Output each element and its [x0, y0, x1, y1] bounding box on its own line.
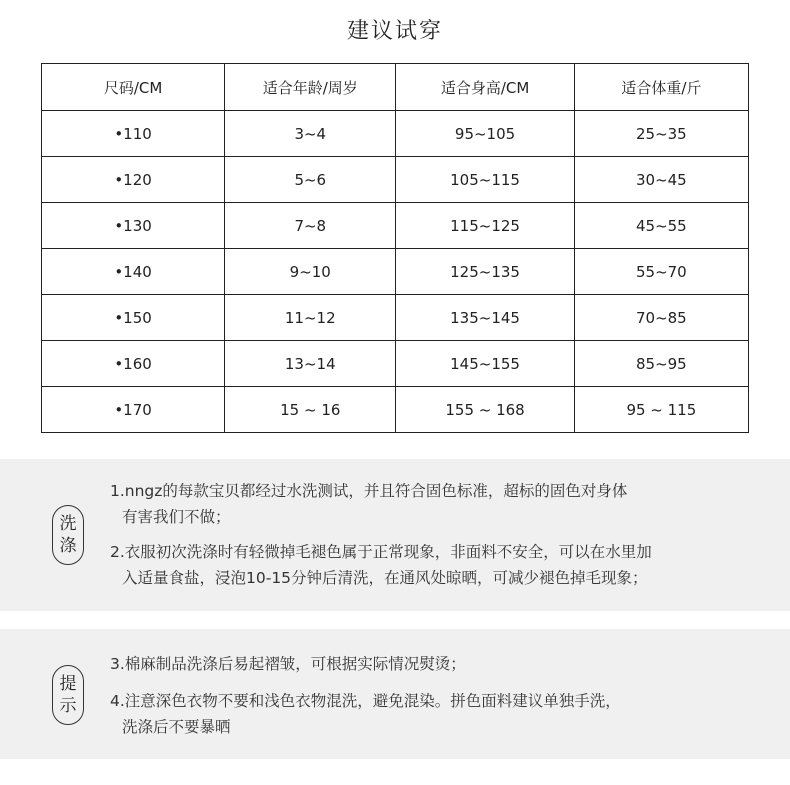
note-line: 4.注意深色衣物不要和浅色衣物混洗，避免混染。拼色面料建议单独手洗， — [110, 692, 621, 710]
cell-weight: 30~45 — [574, 157, 748, 203]
header-height: 适合身高/CM — [396, 64, 574, 111]
table-row — [42, 387, 749, 433]
header-weight: 适合体重/斤 — [574, 64, 748, 111]
cell-size: •120 — [42, 157, 225, 203]
cell-weight: 85~95 — [574, 341, 748, 387]
cell-size: •170 — [42, 387, 225, 433]
table-row — [42, 341, 749, 387]
wash-note-2 — [110, 539, 750, 591]
cell-weight: 95 ~ 115 — [574, 387, 748, 433]
table-row — [42, 111, 749, 157]
wash-note-1 — [110, 478, 750, 530]
cell-height: 125~135 — [396, 249, 574, 295]
tip-notice-panel — [0, 629, 790, 759]
tip-badge-char: 示 — [59, 696, 77, 716]
note-line: 2.衣服初次洗涤时有轻微掉毛褪色属于正常现象，非面料不安全，可以在水里加 — [110, 543, 652, 561]
table-row — [42, 295, 749, 341]
table-header-row — [42, 64, 749, 111]
wash-badge — [52, 505, 84, 565]
cell-size: •110 — [42, 111, 225, 157]
cell-age: 7~8 — [225, 203, 396, 249]
page-title: 建议试穿 — [346, 19, 443, 44]
cell-height: 105~115 — [396, 157, 574, 203]
wash-badge-char: 洗 — [59, 514, 77, 534]
cell-weight: 70~85 — [574, 295, 748, 341]
cell-age: 13~14 — [225, 341, 396, 387]
cell-weight: 45~55 — [574, 203, 748, 249]
cell-height: 115~125 — [396, 203, 574, 249]
table-row — [42, 157, 749, 203]
cell-height: 135~145 — [396, 295, 574, 341]
cell-height: 155 ~ 168 — [396, 387, 574, 433]
header-size: 尺码/CM — [42, 64, 225, 111]
cell-height: 95~105 — [396, 111, 574, 157]
cell-age: 5~6 — [225, 157, 396, 203]
cell-size: •150 — [42, 295, 225, 341]
cell-height: 145~155 — [396, 341, 574, 387]
note-line: 入适量食盐，浸泡10-15分钟后清洗，在通风处晾晒，可减少褪色掉毛现象； — [122, 569, 648, 587]
cell-age: 11~12 — [225, 295, 396, 341]
note-line: 3.棉麻制品洗涤后易起褶皱，可根据实际情况熨烫； — [110, 655, 466, 673]
cell-size: •160 — [42, 341, 225, 387]
wash-notice-panel — [0, 459, 790, 611]
tip-badge — [52, 665, 84, 725]
cell-size: •140 — [42, 249, 225, 295]
note-line: 有害我们不做； — [122, 508, 231, 526]
wash-badge-char: 涤 — [59, 536, 77, 556]
header-age: 适合年龄/周岁 — [225, 64, 396, 111]
table-row — [42, 249, 749, 295]
size-chart-table — [41, 63, 749, 433]
tip-note-4 — [110, 688, 750, 740]
cell-age: 3~4 — [225, 111, 396, 157]
note-line: 洗涤后不要暴晒 — [122, 718, 231, 736]
cell-age: 15 ~ 16 — [225, 387, 396, 433]
cell-size: •130 — [42, 203, 225, 249]
cell-weight: 55~70 — [574, 249, 748, 295]
tip-note-3 — [110, 651, 750, 677]
cell-age: 9~10 — [225, 249, 396, 295]
tip-badge-char: 提 — [59, 674, 77, 694]
cell-weight: 25~35 — [574, 111, 748, 157]
note-line: 1.nngz的每款宝贝都经过水洗测试，并且符合固色标准，超标的固色对身体 — [110, 482, 628, 500]
table-row — [42, 203, 749, 249]
